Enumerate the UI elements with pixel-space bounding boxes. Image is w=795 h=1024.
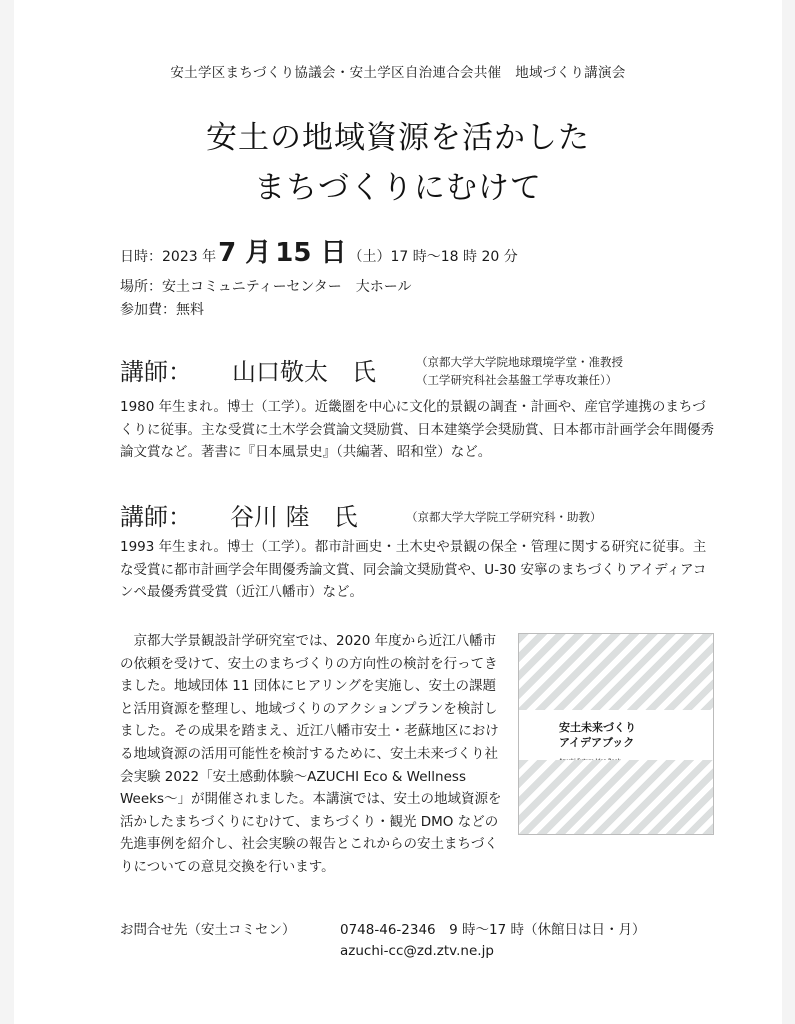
- event-date: [120, 232, 518, 269]
- organizer-line: 安土学区まちづくり協議会・安土学区自治連合会共催 地域づくり講演会: [170, 65, 626, 81]
- date-month: 7 月: [218, 238, 272, 268]
- lecturer-2-bio: 1993 年生まれ。博士（工学）。都市計画史・土木史や景観の保全・管理に関する研究に従事。主な受賞に都市計画学会年間優秀論文賞、同会論文奨励賞や、U-30 安寧のまちづくりアイディアコンペ最優秀賞受賞（近江八幡市）など。: [120, 539, 707, 600]
- event-title-line-2: まちづくりにむけて: [254, 170, 542, 206]
- lecturer-2-name: 谷川 陸 氏: [230, 503, 358, 531]
- lecturer-1-name: 山口敬太 氏: [232, 358, 376, 386]
- date-day: 15 日: [275, 238, 347, 268]
- lecturer-1-bio: 1980 年生まれ。博士（工学）。近畿圏を中心に文化的景観の調査・計画や、産官学連携のまちづくりに従事。主な受賞に土木学会賞論文奨励賞、日本建築学会奨励賞、日本都市計画学会年間優秀論文賞など。著書に『日本風景史』（共編著、昭和堂）など。: [120, 399, 714, 460]
- flyer-page: [14, 0, 782, 1024]
- lecturer-2-heading: 講師：: [120, 503, 192, 531]
- event-fee: 参加費：無料: [120, 302, 204, 318]
- contact-phone-hours: 0748-46-2346 9 時〜17 時（休館日は日・月）: [340, 922, 646, 938]
- book-title-line-2: アイデアブック: [559, 736, 635, 749]
- idea-book-cover: [518, 633, 714, 835]
- book-title: [559, 720, 636, 750]
- event-description-block: [120, 630, 714, 879]
- event-title-line-1: 安土の地域資源を活かした: [206, 120, 590, 156]
- lecturer-2-affiliation: （京都大学大学院工学研究科・助教）: [406, 510, 602, 524]
- lecturer-1-affiliation-1: （京都大学大学院地球環境学堂・准教授: [416, 355, 623, 369]
- contact-email[interactable]: azuchi-cc@zd.ztv.ne.jp: [340, 943, 494, 959]
- book-stripe-bottom: [519, 760, 713, 834]
- event-description: 京都大学景観設計学研究室では、2020 年度から近江八幡市の依頼を受けて、安土のまちづくりの方向性の検討を行ってきました。地域団体 11 団体にヒアリングを実施し、安土の課題と活用資源を整理し、地域づくりのアクションプランを検討しました。その成果を踏まえ、近江八幡市安土・老蘇地区における地域資源の活用可能性を検討するために、安土未来づくり社会実験 2022「安土感動体験〜AZUCHI Eco & Wellness Weeks〜」が開催されました。本講演では、安土の地域資源を活かしたまちづくりにむけて、まちづくり・観光 DMO などの先進事例を紹介し、社会実験の報告とこれからの安土まちづくりについての意見交換を行います。: [120, 633, 502, 875]
- date-prefix: 日時：2023 年: [120, 249, 217, 265]
- event-venue: 場所：安土コミュニティーセンター 大ホール: [120, 279, 412, 295]
- book-title-line-1: 安土未来づくり: [559, 721, 636, 734]
- book-stripe-top: [519, 634, 713, 710]
- lecturer-1-affiliation-2: （工学研究科社会基盤工学専攻兼任））: [416, 373, 618, 387]
- lecturer-1-heading: 講師：: [120, 358, 192, 386]
- date-suffix: （土）17 時〜18 時 20 分: [348, 249, 518, 265]
- contact-label: お問合せ先（安土コミセン）: [120, 922, 296, 938]
